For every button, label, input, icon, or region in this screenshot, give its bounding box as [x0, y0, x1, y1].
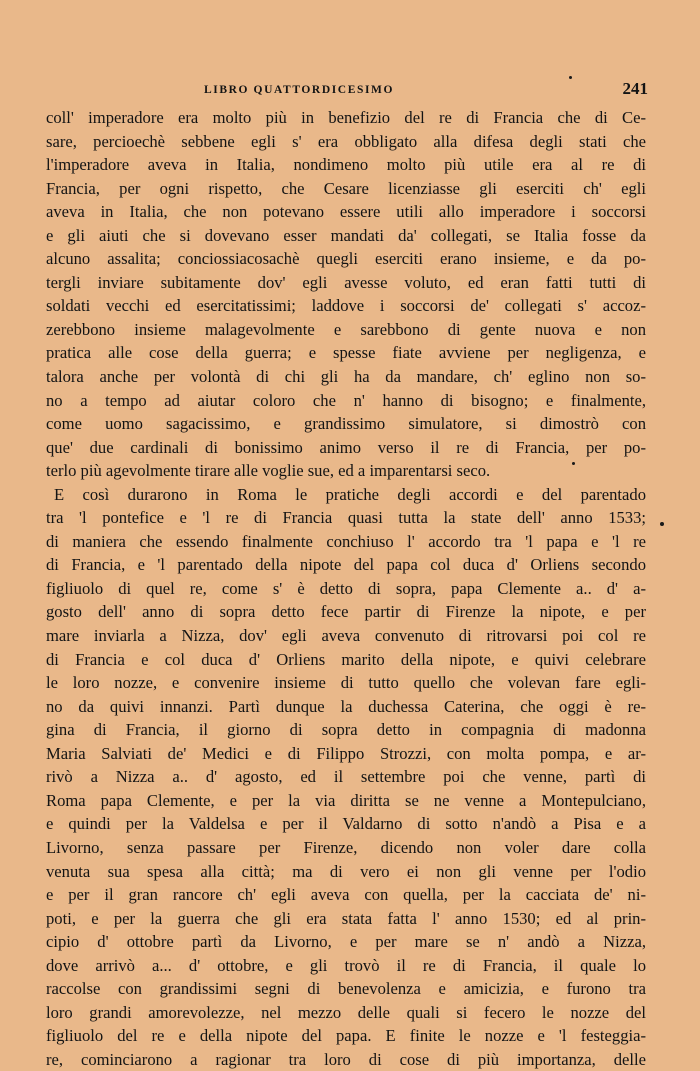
- text-line: venuta sua spesa alla città; ma di vero ei non gli venne per l'odio: [46, 861, 646, 881]
- body-text: [46, 106, 646, 1071]
- text-line: figliuolo di quel re, come s' è detto di sopra, papa Clemente a.. d' a-: [46, 578, 646, 598]
- running-head-title: LIBRO QUATTORDICESIMO: [204, 84, 395, 96]
- text-line: tra 'l pontefice e 'l re di Francia quasi tutta la state dell' anno 1533;: [46, 508, 646, 528]
- text-line: rivò a Nizza a.. d' agosto, ed il settembre poi che venne, partì di: [46, 767, 646, 787]
- text-line: no da quivi innanzi. Partì dunque la duchessa Caterina, che oggi è re-: [46, 696, 646, 716]
- text-line: terlo più agevolmente tirare alle voglie sue, ed a imparentarsi seco.: [46, 461, 491, 481]
- text-line: no a tempo ad aiutar coloro che n' hanno di bisogno; e finalmente,: [46, 390, 646, 410]
- text-line: coll' imperadore era molto più in benefizio del re di Francia che di Ce-: [46, 108, 646, 127]
- text-line: tergli inviare subitamente dov' egli avesse voluto, ed eran fatti tutti di: [46, 272, 646, 292]
- text-line: pratica alle cose della guerra; e spesse fiate avviene per negligenza, e: [46, 343, 646, 363]
- text-line: figliuolo del re e della nipote del papa. E finite le nozze e 'l festeggia-: [46, 1026, 646, 1046]
- text-line: e gli aiuti che si dovevano esser mandati da' collegati, se Italia fosse da: [46, 225, 646, 245]
- ink-speck: [660, 522, 664, 526]
- text-line: mare inviarla a Nizza, dov' egli aveva convenuto di ritrovarsi poi col re: [46, 626, 646, 646]
- text-line: di Francia, e 'l parentado della nipote del papa col duca d' Orliens secondo: [46, 555, 646, 575]
- text-line: Maria Salviati de' Medici e di Filippo Strozzi, con molta pompa, e ar-: [46, 743, 646, 763]
- text-line: gosto dell' anno di sopra detto fece partir di Firenze la nipote, e per: [46, 602, 646, 622]
- text-line: cipio d' ottobre partì da Livorno, e per mare se n' andò a Nizza,: [46, 932, 646, 952]
- text-line: poti, e per la guerra che gli era stata fatta l' anno 1530; ed al prin-: [46, 908, 646, 928]
- text-line: re, cominciarono a ragionar tra loro di cose di più importanza, delle: [46, 1049, 646, 1069]
- text-line: aveva in Italia, che non potevano essere utili allo imperadore i soccorsi: [46, 202, 646, 222]
- text-line: alcuno assalita; conciossiacosachè quegli eserciti erano insieme, e da po-: [46, 249, 646, 269]
- text-line: le loro nozze, e convenire insieme di tutto quello che volevan fare egli-: [46, 673, 646, 693]
- text-line: raccolse con grandissimi segni di benevolenza e amicizia, e furono tra: [46, 979, 646, 999]
- ink-speck: [572, 462, 575, 465]
- text-line: l'imperadore aveva in Italia, nondimeno molto più utile era al re di: [46, 155, 646, 175]
- text-line: di maniera che essendo finalmente conchiuso l' accordo tra 'l papa e 'l re: [46, 531, 646, 551]
- text-line: dove arrivò a... d' ottobre, e gli trovò il re di Francia, il quale lo: [46, 955, 646, 975]
- text-line: Francia, per ogni rispetto, che Cesare licenziasse gli eserciti ch' egli: [46, 178, 646, 198]
- text-line: Roma papa Clemente, e per la via diritta se ne venne a Montepulciano,: [46, 790, 646, 810]
- text-line: come uomo sagacissimo, e grandissimo simulatore, si dimostrò con: [46, 414, 646, 434]
- text-line: Livorno, senza passare per Firenze, dicendo non voler dare colla: [46, 837, 646, 857]
- text-line: zerebbono insieme malagevolmente e sarebbono di gente nuova e non: [46, 319, 646, 339]
- text-line: e per il gran rancore ch' egli aveva con quella, per la cacciata de' ni-: [46, 885, 646, 905]
- running-head: [56, 79, 648, 104]
- text-line: E così durarono in Roma le pratiche degli accordi e del parentado: [54, 484, 646, 504]
- text-line: gina di Francia, il giorno di sopra detto in compagnia di madonna: [46, 720, 646, 740]
- text-line: loro grandi amorevolezze, nel mezzo delle quali si fecero le nozze del: [46, 1002, 646, 1022]
- text-line: talora anche per volontà di chi gli ha da mandare, ch' eglino non so-: [46, 367, 646, 387]
- text-line: sare, percioechè sebbene egli s' era obbligato alla difesa degli stati che: [46, 131, 646, 151]
- text-line: que' due cardinali di bonissimo animo verso il re di Francia, per po-: [46, 437, 646, 457]
- page-number: 241: [622, 79, 648, 98]
- ink-speck: [569, 76, 572, 79]
- text-line: e quindi per la Valdelsa e per il Valdarno di sotto n'andò a Pisa e a: [46, 814, 646, 834]
- text-line: di Francia e col duca d' Orliens marito della nipote, e quivi celebrare: [46, 649, 646, 669]
- text-line: soldati vecchi ed esercitatissimi; laddove i soccorsi de' collegati s' accoz-: [46, 296, 646, 316]
